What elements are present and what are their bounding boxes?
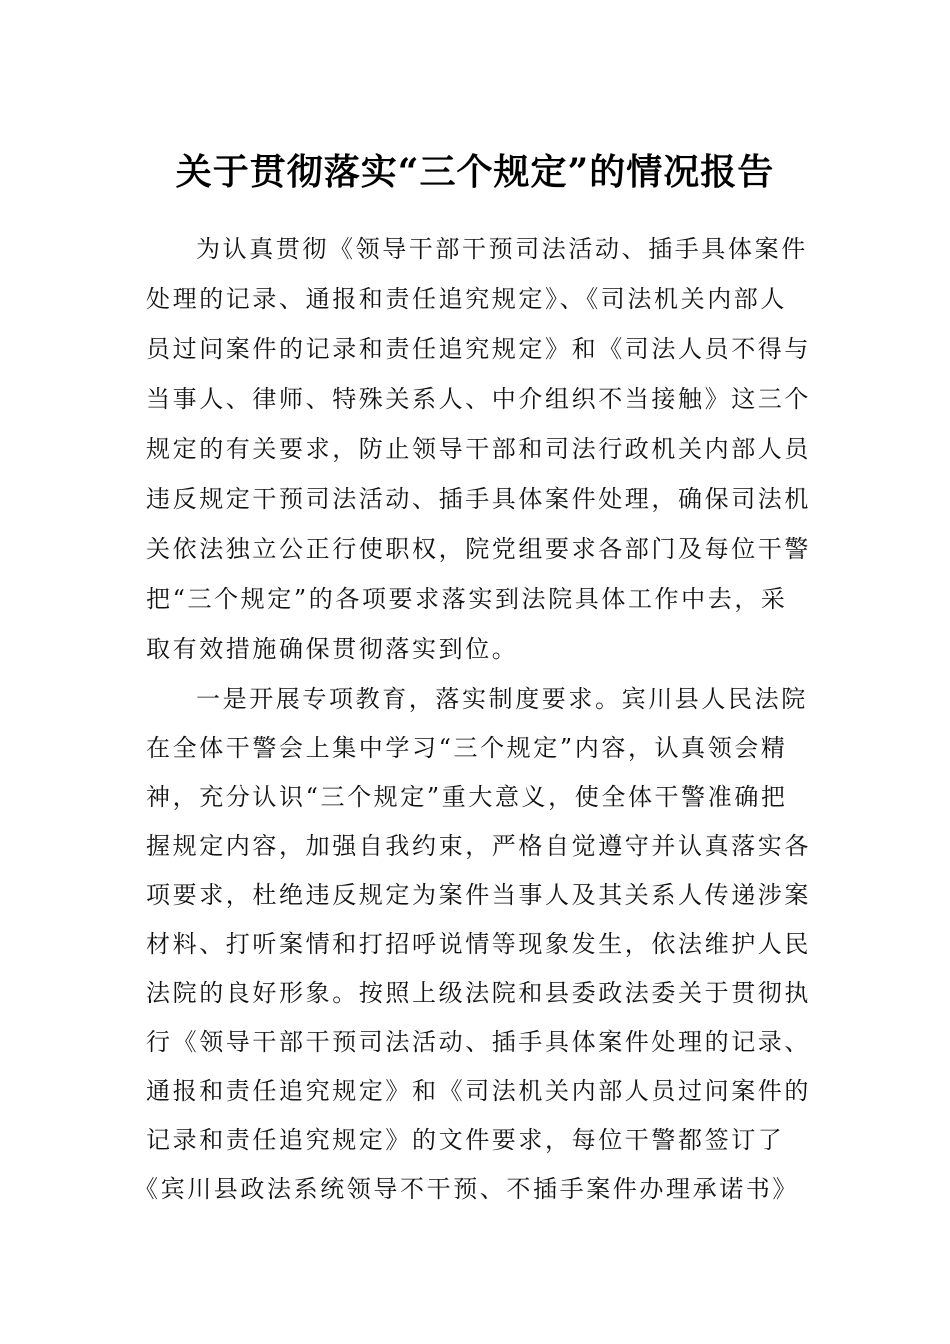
text-line: 《宾川县政法系统领导不干预、不插手案件办理承诺书》 <box>134 1175 799 1203</box>
text-line: 把“三个规定”的各项要求落实到法院具体工作中去，采 <box>146 585 788 613</box>
text-line: 规定的有关要求，防止领导干部和司法行政机关内部人员 <box>146 435 811 463</box>
text-line: 神，充分认识“三个规定”重大意义，使全体干警准确把 <box>146 783 788 811</box>
text-line: 通报和责任追究规定》和《司法机关内部人员过问案件的 <box>146 1077 811 1105</box>
text-line: 取有效措施确保贯彻落实到位。 <box>146 635 519 663</box>
text-line: 握规定内容，加强自我约束，严格自觉遵守并认真落实各 <box>146 832 811 860</box>
text-line: 项要求，杜绝违反规定为案件当事人及其关系人传递涉案 <box>146 881 811 909</box>
text-line: 在全体干警会上集中学习“三个规定”内容，认真领会精 <box>146 734 788 762</box>
text-line: 记录和责任追究规定》的文件要求，每位干警都签订了 <box>146 1126 785 1154</box>
text-line: 一是开展专项教育，落实制度要求。宾川县人民法院 <box>196 685 808 713</box>
text-line: 员过问案件的记录和责任追究规定》和《司法人员不得与 <box>146 335 811 363</box>
text-line: 关依法独立公正行使职权，院党组要求各部门及每位干警 <box>146 535 811 563</box>
text-line: 为认真贯彻《领导干部干预司法活动、插手具体案件 <box>196 235 808 263</box>
text-line: 处理的记录、通报和责任追究规定》、《司法机关内部人 <box>146 285 787 313</box>
document-title: 关于贯彻落实“三个规定”的情况报告 <box>175 151 775 193</box>
text-line: 法院的良好形象。按照上级法院和县委政法委关于贯彻执 <box>146 979 811 1007</box>
text-line: 违反规定干预司法活动、插手具体案件处理，确保司法机 <box>146 485 811 513</box>
text-line: 材料、打听案情和打招呼说情等现象发生，依法维护人民 <box>146 930 811 958</box>
text-line: 当事人、律师、特殊关系人、中介组织不当接触》这三个 <box>146 385 811 413</box>
text-line: 行《领导干部干预司法活动、插手具体案件处理的记录、 <box>146 1028 811 1056</box>
